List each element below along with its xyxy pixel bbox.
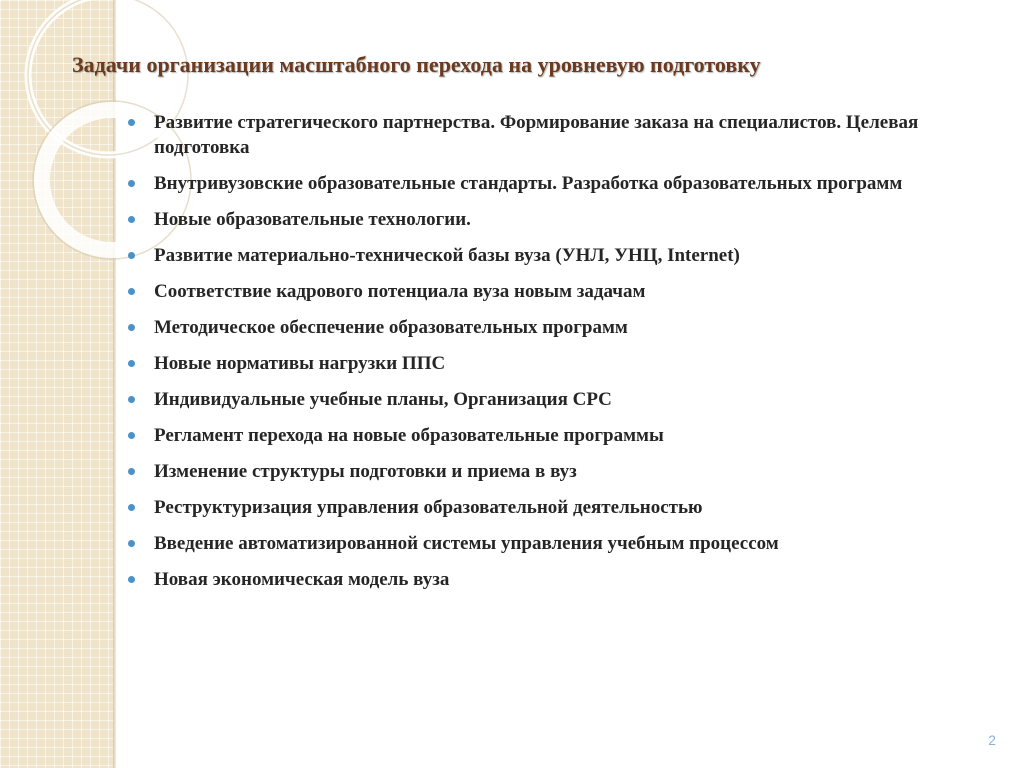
list-item-text: Методическое обеспечение образовательных программ <box>154 317 628 338</box>
bullet-dot-icon <box>128 288 135 295</box>
list-item-text: Реструктуризация управления образовательной деятельностью <box>154 497 703 518</box>
list-item <box>128 171 1008 196</box>
list-item <box>128 387 1008 412</box>
list-item <box>128 531 1008 556</box>
list-item-text: Изменение структуры подготовки и приема в вуз <box>154 461 577 482</box>
bullet-dot-icon <box>128 252 135 259</box>
list-item-text: Новые нормативы нагрузки ППС <box>154 353 446 374</box>
bullet-dot-icon <box>128 360 135 367</box>
list-item <box>128 207 1008 232</box>
bullet-dot-icon <box>128 180 135 187</box>
list-item-text: Соответствие кадрового потенциала вуза новым задачам <box>154 281 646 302</box>
bullet-dot-icon <box>128 396 135 403</box>
bullet-dot-icon <box>128 468 135 475</box>
bullet-dot-icon <box>128 432 135 439</box>
list-item-text: Развитие стратегического партнерства. Формирование заказа на специалистов. Целевая подготовка <box>154 112 919 158</box>
list-item-text: Новые образовательные технологии. <box>154 209 471 230</box>
bullet-dot-icon <box>128 324 135 331</box>
list-item <box>128 279 1008 304</box>
page-number: 2 <box>988 732 996 748</box>
slide-title: Задачи организации масштабного перехода на уровневую подготовку <box>72 52 761 77</box>
list-item <box>128 495 1008 520</box>
list-item <box>128 315 1008 340</box>
list-item-text: Развитие материально-технической базы вуза (УНЛ, УНЦ, Internet) <box>154 245 740 266</box>
bullet-dot-icon <box>128 216 135 223</box>
bullet-dot-icon <box>128 119 135 126</box>
list-item <box>128 423 1008 448</box>
list-item-text: Новая экономическая модель вуза <box>154 569 450 590</box>
list-item <box>128 567 1008 592</box>
bullet-dot-icon <box>128 576 135 583</box>
bullet-list <box>128 110 1008 603</box>
list-item-text: Внутривузовские образовательные стандарты. Разработка образовательных программ <box>154 173 903 194</box>
list-item <box>128 351 1008 376</box>
list-item <box>128 110 1008 160</box>
list-item <box>128 243 1008 268</box>
bullet-dot-icon <box>128 504 135 511</box>
list-item-text: Регламент перехода на новые образовательные программы <box>154 425 664 446</box>
list-item-text: Введение автоматизированной системы управления учебным процессом <box>154 533 779 554</box>
bullet-dot-icon <box>128 540 135 547</box>
list-item-text: Индивидуальные учебные планы, Организация СРС <box>154 389 612 410</box>
list-item <box>128 459 1008 484</box>
